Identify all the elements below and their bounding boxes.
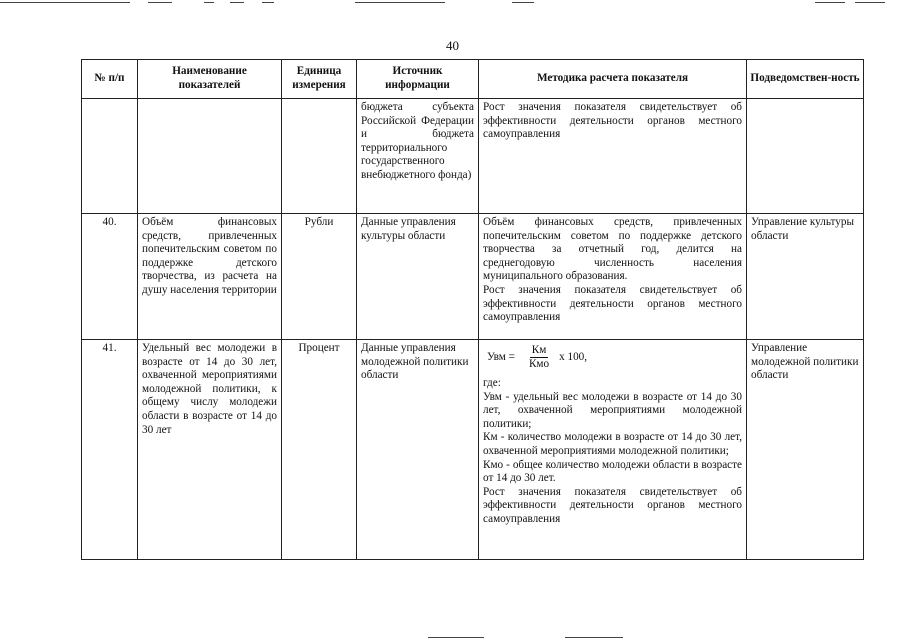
method-text: Рост значения показателя свидетельствует об эффективности деятельности органов местного самоуправления (483, 485, 742, 525)
scan-line (565, 637, 623, 638)
cell-name: Удельный вес молодежи в возрасте от 14 до 30 лет, охваченной мероприятиями молодежной политики, к общему числу молодежи области в возрасте от 14 до 30 лет (138, 340, 282, 560)
table-row (82, 214, 864, 340)
scan-line (512, 2, 534, 3)
method-definition: Км - количество молодежи в возрасте от 14 до 30 лет, охваченной мероприятиями молодежной политики; (483, 431, 742, 457)
method-where: где: (483, 377, 501, 389)
cell-method (479, 340, 747, 560)
formula (487, 344, 742, 371)
indicator-table (81, 59, 864, 560)
cell-source: Данные управления молодежной политики области (357, 340, 479, 560)
scan-line (815, 2, 845, 3)
cell-method (479, 214, 747, 340)
table-row (82, 340, 864, 560)
cell-unit: Процент (282, 340, 357, 560)
formula-denominator: Кмо (528, 358, 550, 370)
cell-method: Рост значения показателя свидетельствует об эффективности деятельности органов местного самоуправления (479, 99, 747, 214)
cell-name (138, 99, 282, 214)
header-source: Источник информации (357, 60, 479, 99)
page-number: 40 (446, 38, 459, 53)
cell-department (747, 99, 864, 214)
cell-unit (282, 99, 357, 214)
scan-line (355, 2, 445, 3)
header-method: Методика расчета показателя (479, 60, 747, 99)
method-text: Рост значения показателя свидетельствует об эффективности деятельности органов местного самоуправления (483, 283, 742, 324)
header-number: № п/п (82, 60, 138, 99)
method-text: Объём финансовых средств, привлеченных попечительским советом по поддержке детского творчества за отчетный год, делится на среднегодовую численность населения муниципального образования. (483, 216, 742, 283)
cell-department: Управление молодежной политики области (747, 340, 864, 560)
scan-line (855, 2, 885, 3)
table-row (82, 99, 864, 214)
scan-line (428, 637, 484, 638)
scan-line (262, 2, 274, 3)
cell-source: бюджета субъекта Российской Федерации и бюджета территориального государственного внебюджетного фонда) (357, 99, 479, 214)
cell-unit: Рубли (282, 214, 357, 340)
formula-lhs: Увм = (487, 350, 515, 363)
scan-line (148, 2, 172, 3)
method-definition: Увм - удельный вес молодежи в возрасте от 14 до 30 лет, охваченной мероприятиями молодежной политики; (483, 390, 742, 430)
formula-fraction (529, 344, 549, 371)
method-definition: Кмо - общее количество молодежи области в возрасте от 14 до 30 лет. (483, 458, 742, 485)
cell-number (82, 99, 138, 214)
cell-number: 41. (82, 340, 138, 560)
header-indicator-name: Наименование показателей (138, 60, 282, 99)
header-department: Подведомствен-ность (747, 60, 864, 99)
formula-numerator: Км (531, 344, 547, 356)
table-header-row (82, 60, 864, 99)
cell-name: Объём финансовых средств, привлеченных попечительским советом по поддержке детского творчества, из расчета на душу населения территории (138, 214, 282, 340)
cell-source: Данные управления культуры области (357, 214, 479, 340)
header-unit: Единица измерения (282, 60, 357, 99)
cell-number: 40. (82, 214, 138, 340)
formula-multiplier: х 100, (559, 350, 588, 363)
cell-department: Управление культуры области (747, 214, 864, 340)
scan-line (230, 2, 244, 3)
scan-line (0, 2, 130, 3)
scan-line (204, 2, 214, 3)
